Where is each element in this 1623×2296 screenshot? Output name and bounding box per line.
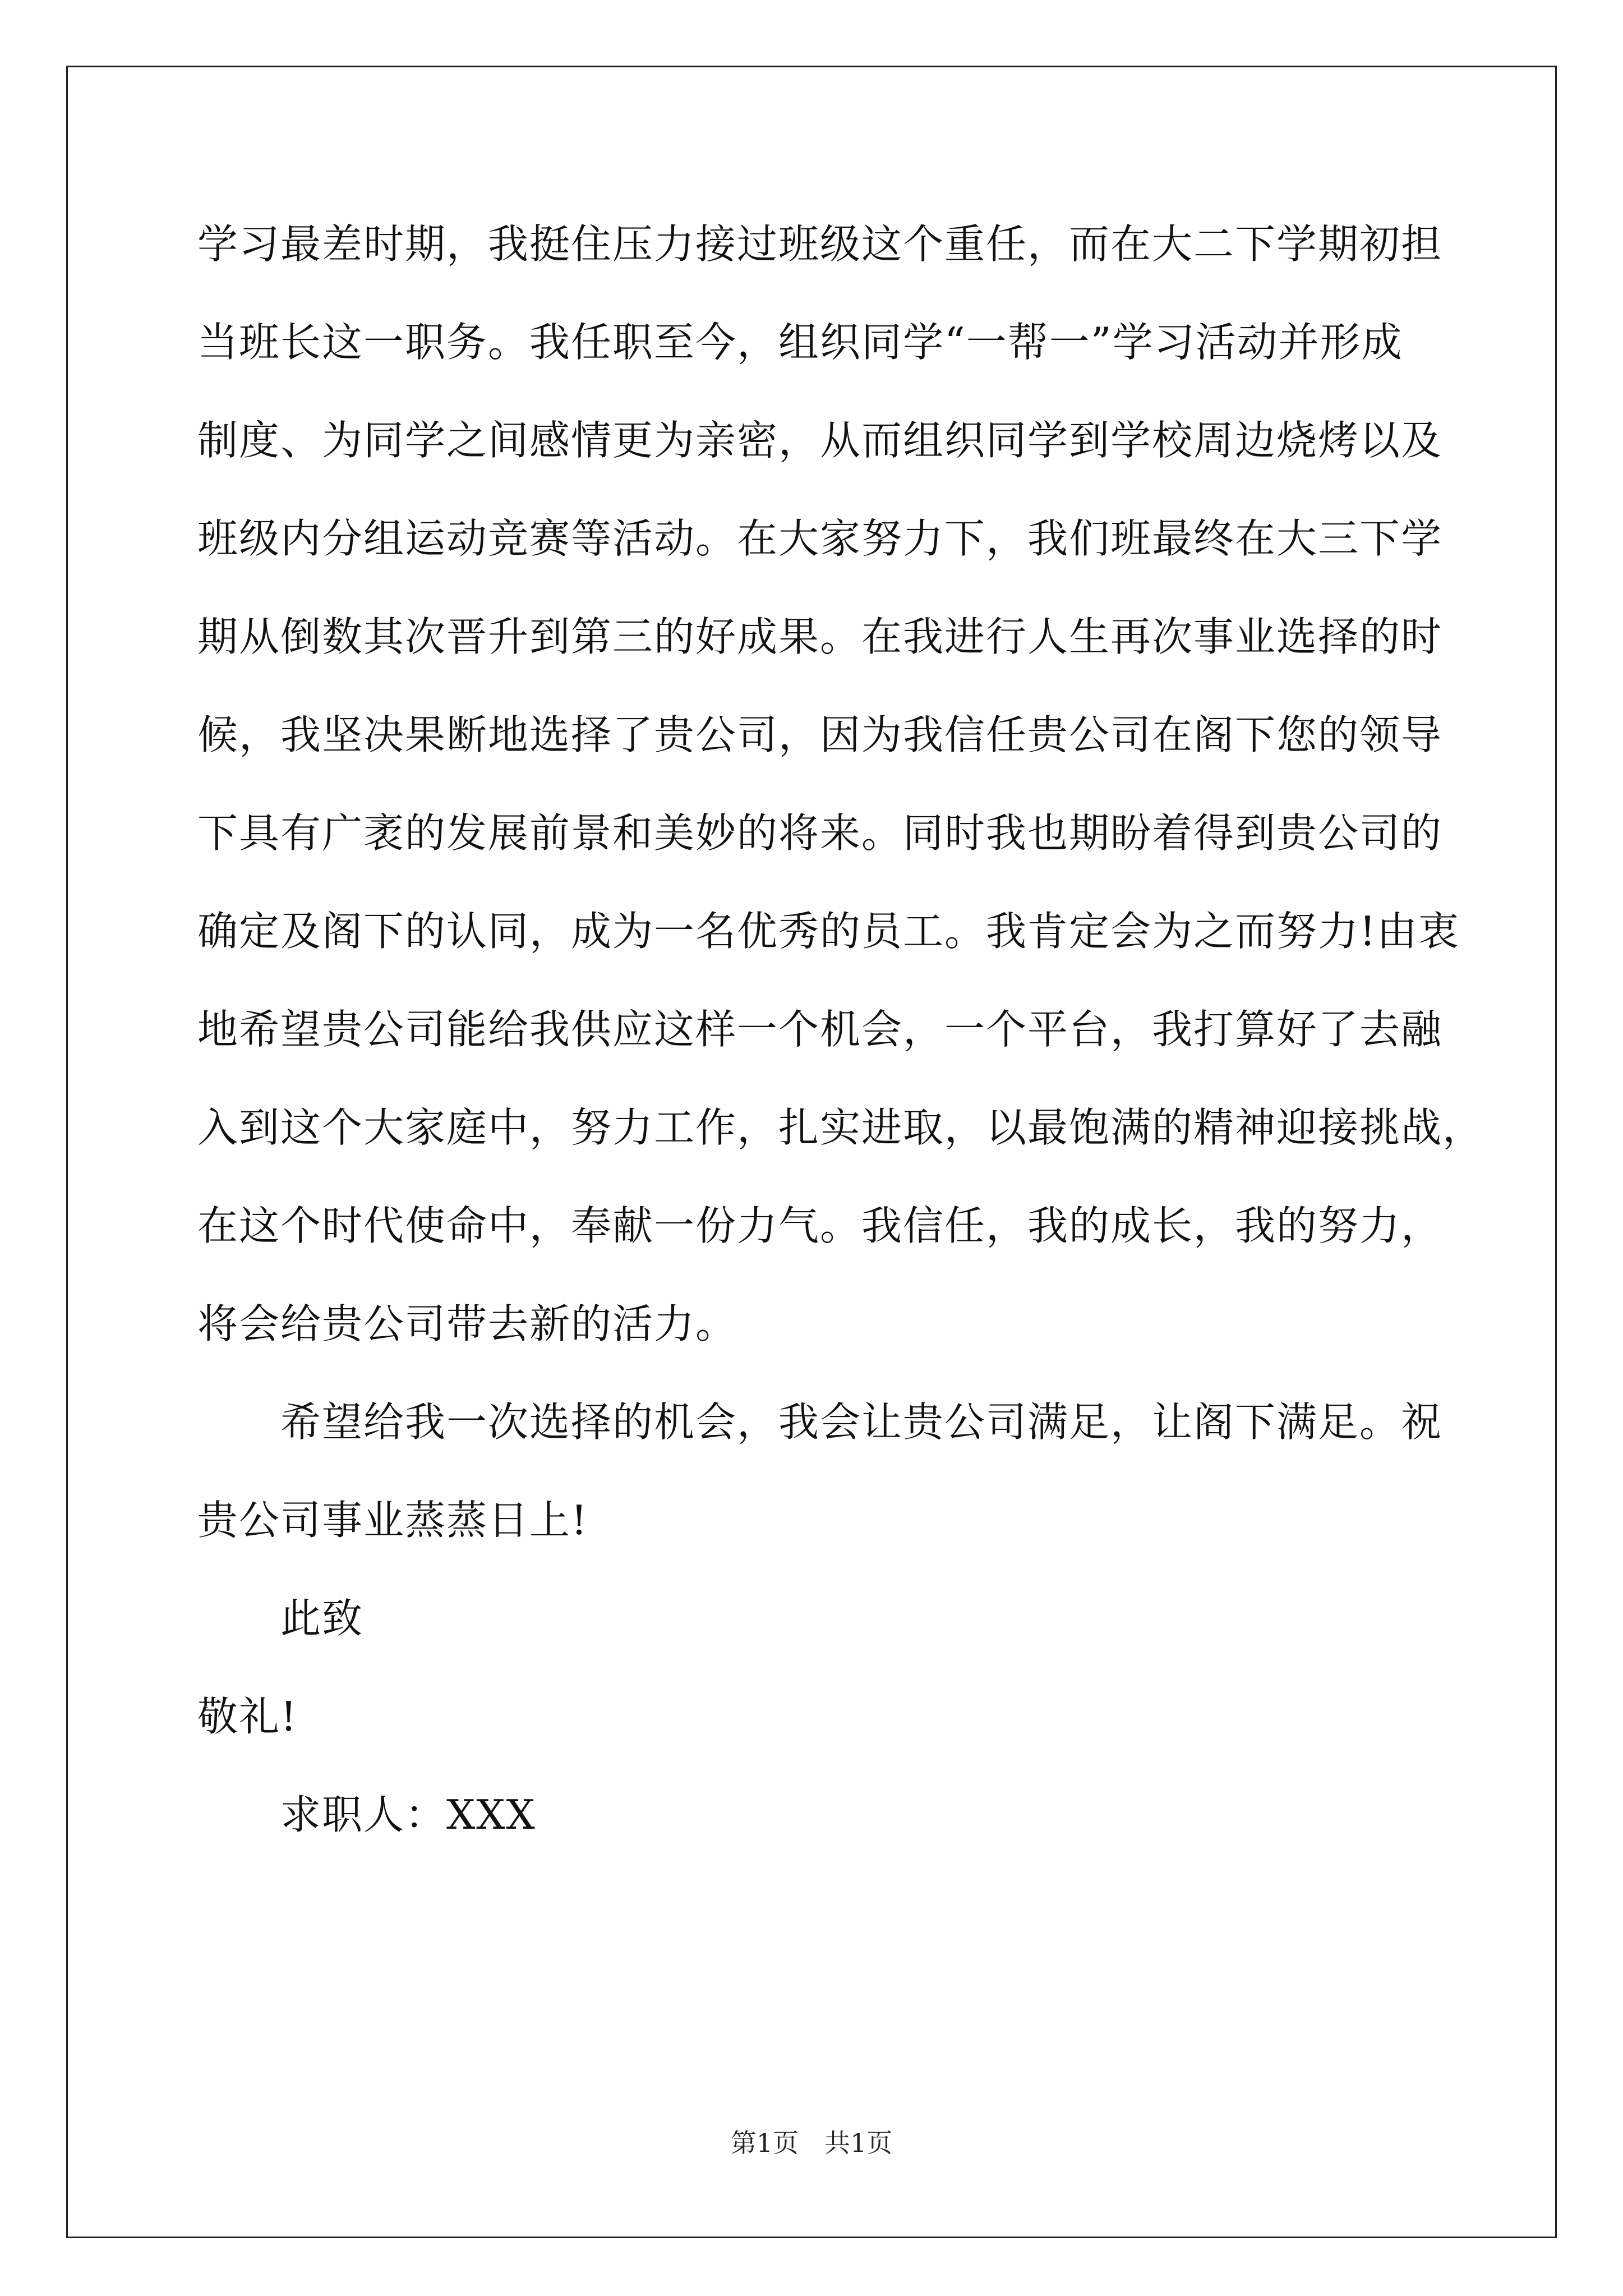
- text-line: 制度、为同学之间感情更为亲密，从而组织同学到学校周边烧烤以及: [197, 417, 1443, 464]
- page-footer: [0, 2126, 1623, 2160]
- page-total: 共1页: [824, 2128, 893, 2158]
- text-line: 将会给贵公司带去新的活力。: [197, 1300, 737, 1347]
- text-line: 班级内分组运动竞赛等活动。在大家努力下，我们班最终在大三下学: [197, 515, 1443, 562]
- text-line: 学习最差时期，我挺住压力接过班级这个重任，而在大二下学期初担: [197, 220, 1443, 268]
- text-line: 在这个时代使命中，奉献一份力气。我信任，我的成长，我的努力，: [197, 1202, 1443, 1249]
- signature-line: 求职人：XXX: [280, 1791, 536, 1838]
- text-line: 地希望贵公司能给我供应这样一个机会，一个平台，我打算好了去融: [197, 1006, 1443, 1053]
- text-line: 期从倒数其次晋升到第三的好成果。在我进行人生再次事业选择的时: [197, 613, 1443, 660]
- closing-salutation: 此致: [280, 1595, 364, 1642]
- text-line: 下具有广袤的发展前景和美妙的将来。同时我也期盼着得到贵公司的: [197, 809, 1443, 857]
- page-number: 第1页: [730, 2128, 799, 2158]
- text-line: 希望给我一次选择的机会，我会让贵公司满足，让阁下满足。祝: [280, 1398, 1443, 1446]
- closing-regards: 敬礼!: [197, 1693, 298, 1740]
- letter-body: [197, 195, 1484, 1864]
- text-line: 入到这个大家庭中，努力工作，扎实进取，以最饱满的精神迎接挑战，: [197, 1104, 1484, 1151]
- text-line: 当班长这一职务。我任职至今，组织同学“一帮一”学习活动并形成: [197, 319, 1403, 366]
- text-line: 贵公司事业蒸蒸日上!: [197, 1497, 588, 1544]
- text-line: 确定及阁下的认同，成为一名优秀的员工。我肯定会为之而努力!由衷: [197, 908, 1460, 955]
- text-line: 候，我坚决果断地选择了贵公司，因为我信任贵公司在阁下您的领导: [197, 711, 1443, 758]
